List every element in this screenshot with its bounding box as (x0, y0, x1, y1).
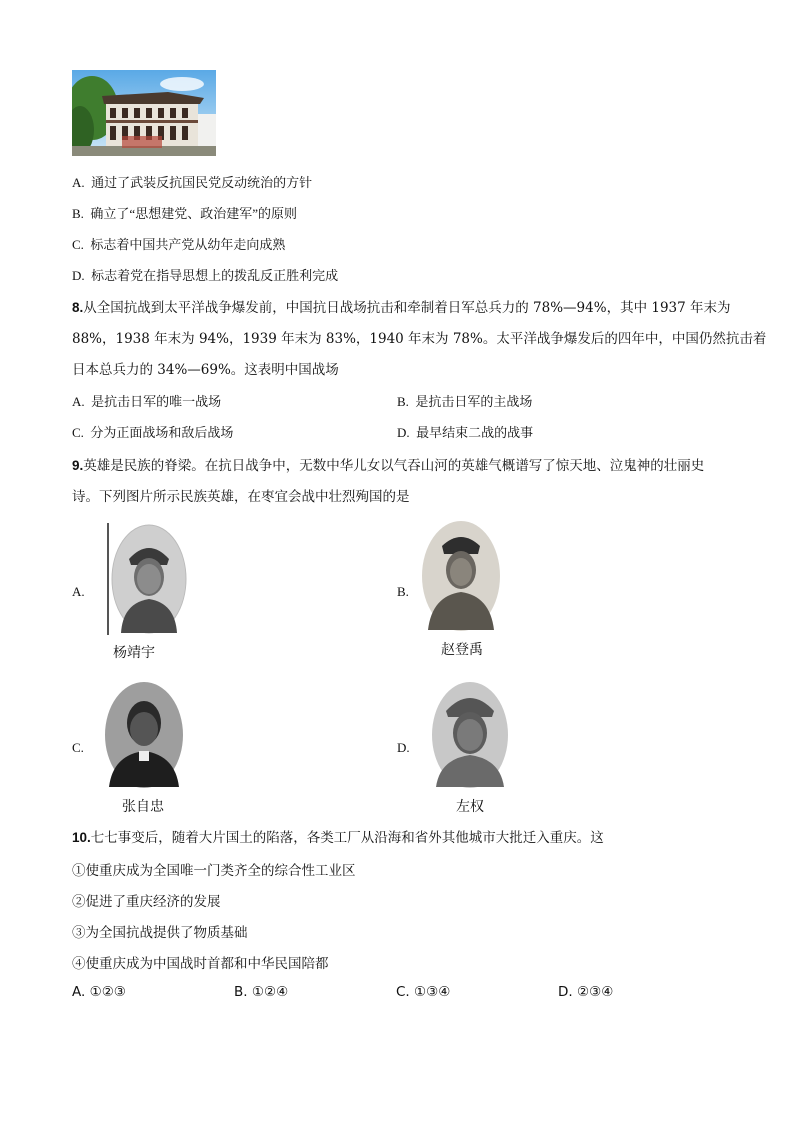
portrait-b (420, 520, 502, 632)
caption-c: 张自忠 (122, 799, 164, 815)
q8-option-a[interactable] (72, 391, 221, 410)
q10-option-a[interactable] (72, 984, 126, 1000)
q9-option-d-letter[interactable]: D. (397, 740, 410, 755)
q8-stem-line1 (72, 296, 731, 316)
q7-option-b[interactable] (72, 203, 297, 222)
option-letter: B. (397, 394, 409, 409)
option-letter: B. (72, 206, 84, 221)
q10-option-d[interactable] (558, 984, 613, 1000)
option-text: 通过了武装反抗国民党反动统治的方针 (91, 175, 313, 190)
q8-option-c[interactable] (72, 422, 233, 441)
q9-option-c-letter[interactable]: C. (72, 740, 84, 755)
q10-item-1: ①使重庆成为全国唯一门类齐全的综合性工业区 (72, 863, 356, 879)
portrait-a (107, 523, 187, 635)
question-number: 10. (72, 830, 91, 845)
question-text: 从全国抗战到太平洋战争爆发前，中国抗日战场抗击和牵制着日军总兵力的 78%—94%，其中 1937 年末为 (83, 300, 731, 316)
q9-stem-line1 (72, 454, 704, 474)
portrait-d (430, 681, 510, 789)
option-text: ①②④ (251, 984, 289, 1000)
option-text: 是抗击日军的主战场 (415, 394, 533, 409)
q8-option-b[interactable] (397, 391, 532, 410)
q8-option-d[interactable] (397, 422, 533, 441)
q7-option-d[interactable] (72, 265, 338, 284)
q9-option-b-letter[interactable]: B. (397, 584, 409, 599)
option-letter: A. (72, 984, 86, 1000)
option-letter: A. (72, 175, 85, 190)
q10-stem (72, 826, 604, 846)
q9-stem-line2: 诗。下列图片所示民族英雄，在枣宜会战中壮烈殉国的是 (72, 489, 410, 505)
option-letter: C. (72, 237, 84, 252)
option-letter: B. (234, 984, 248, 1000)
q10-item-3: ③为全国抗战提供了物质基础 (72, 925, 248, 941)
portrait-c (103, 681, 185, 789)
option-text: 标志着党在指导思想上的拨乱反正胜利完成 (91, 268, 339, 283)
question-text: 英雄是民族的脊梁。在抗日战争中，无数中华儿女以气吞山河的英雄气概谱写了惊天地、泣鬼神的壮丽史 (83, 458, 705, 474)
q10-item-4: ④使重庆成为中国战时首都和中华民国陪都 (72, 956, 329, 972)
q10-item-2: ②促进了重庆经济的发展 (72, 894, 221, 910)
option-text: 最早结束二战的战事 (416, 425, 534, 440)
caption-b: 赵登禹 (441, 642, 483, 658)
question-number: 8. (72, 300, 84, 315)
option-text: ②③④ (576, 984, 614, 1000)
option-letter: D. (397, 425, 410, 440)
caption-d: 左权 (456, 799, 484, 815)
option-letter: C. (396, 984, 410, 1000)
q8-stem-line2: 88%，1938 年末为 94%，1939 年末为 83%，1940 年末为 78%。太平洋战争爆发后的四年中，中国仍然抗击着 (72, 331, 767, 347)
building-photo (72, 70, 216, 156)
option-letter: C. (72, 425, 84, 440)
q10-option-b[interactable] (234, 984, 288, 1000)
option-letter: D. (558, 984, 573, 1000)
q10-option-c[interactable] (396, 984, 450, 1000)
option-letter: A. (72, 394, 85, 409)
option-text: 分为正面战场和敌后战场 (90, 425, 234, 440)
caption-a: 杨靖宇 (113, 645, 155, 661)
question-text: 七七事变后，随着大片国土的陷落，各类工厂从沿海和省外其他城市大批迁入重庆。这 (90, 830, 604, 846)
q9-option-a-letter[interactable]: A. (72, 584, 85, 599)
q7-option-a[interactable] (72, 172, 312, 191)
q7-option-c[interactable] (72, 234, 285, 253)
question-number: 9. (72, 458, 84, 473)
q8-stem-line3: 日本总兵力的 34%—69%。这表明中国战场 (72, 362, 339, 378)
option-text: ①③④ (414, 984, 451, 1000)
option-text: 确立了“思想建党、政治建军”的原则 (90, 206, 297, 221)
option-text: 是抗击日军的唯一战场 (91, 394, 222, 409)
option-text: 标志着中国共产党从幼年走向成熟 (90, 237, 286, 252)
option-text: ①②③ (89, 984, 126, 1000)
option-letter: D. (72, 268, 85, 283)
